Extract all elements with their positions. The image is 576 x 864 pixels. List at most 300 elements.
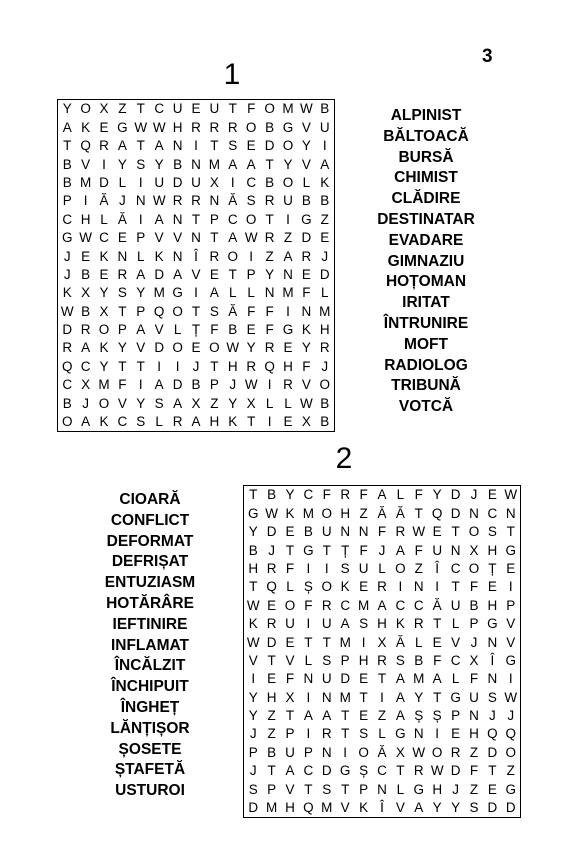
grid-cell: I [249, 248, 254, 264]
grid-cell: D [266, 634, 277, 650]
grid-cell: I [306, 726, 311, 742]
grid-cell: F [285, 671, 295, 687]
grid-cell: D [319, 266, 330, 282]
grid-cell: E [99, 119, 109, 135]
grid-cell: L [155, 414, 163, 430]
grid-cell: J [249, 763, 257, 779]
grid-cell: V [506, 616, 516, 632]
grid-cell: L [321, 285, 329, 301]
grid-cell: V [506, 634, 516, 650]
grid-cell: T [396, 763, 405, 779]
grid-cell: E [81, 248, 91, 264]
grid-cell: T [249, 487, 258, 503]
grid-cell: I [175, 358, 180, 374]
grid-cell: T [451, 579, 460, 595]
grid-cell: K [99, 248, 109, 264]
grid-cell: A [228, 230, 238, 246]
grid-cell: H [209, 414, 220, 430]
grid-cell: O [172, 340, 183, 356]
word-list-item: ÎNTRUNIRE [383, 314, 469, 332]
grid-cell: F [304, 597, 313, 613]
grid-cell: T [322, 542, 331, 558]
grid-cell: A [340, 616, 350, 632]
grid-cell: U [321, 524, 332, 540]
grid-cell: D [487, 744, 498, 760]
grid-cell: V [173, 230, 183, 246]
grid-cell: P [136, 303, 146, 319]
grid-cell: P [246, 266, 256, 282]
grid-cell: C [62, 377, 73, 393]
grid-cell: Q [505, 726, 517, 742]
grid-cell: M [282, 285, 294, 301]
grid-cell: H [319, 322, 330, 338]
grid-cell: P [62, 193, 72, 209]
grid-cell: Î [194, 248, 198, 264]
grid-cell: Y [285, 487, 295, 503]
grid-cell: I [380, 689, 384, 705]
grid-cell: A [173, 395, 183, 411]
word-list-item: ENTUZIASM [104, 574, 196, 592]
grid-cell: A [136, 266, 146, 282]
grid-cell: H [227, 358, 238, 374]
grid-cell: E [487, 487, 497, 503]
grid-cell: O [98, 395, 110, 411]
grid-cell: B [320, 395, 330, 411]
grid-cell: R [266, 560, 277, 576]
grid-cell: X [377, 634, 387, 650]
grid-cell: N [321, 689, 332, 705]
grid-cell: W [246, 597, 260, 613]
grid-cell: Q [303, 800, 314, 816]
grid-cell: T [118, 303, 127, 319]
grid-cell: D [321, 763, 332, 779]
grid-cell: D [450, 763, 461, 779]
grid-cell: A [173, 266, 183, 282]
grid-cell: S [469, 800, 479, 816]
grid-cell: H [80, 211, 91, 227]
grid-cell: H [285, 800, 295, 816]
grid-cell: Q [431, 505, 443, 521]
grid-cell: T [136, 138, 145, 154]
grid-cell: X [81, 377, 91, 393]
grid-cell: G [301, 211, 312, 227]
grid-cell: V [136, 340, 146, 356]
grid-cell: C [340, 597, 351, 613]
grid-cell: I [138, 174, 143, 190]
grid-cell: F [414, 542, 423, 558]
grid-cell: N [172, 211, 183, 227]
grid-cell: Ț [341, 542, 350, 558]
grid-cell: I [306, 689, 311, 705]
grid-cell: O [505, 744, 517, 760]
grid-cell: G [247, 505, 259, 521]
grid-cell: W [412, 524, 426, 540]
grid-cell: D [487, 800, 498, 816]
grid-cell: N [172, 138, 183, 154]
grid-cell: X [469, 542, 479, 558]
grid-cell: G [282, 322, 294, 338]
grid-cell: S [248, 781, 258, 797]
grid-cell: Y [228, 395, 238, 411]
grid-cell: W [134, 119, 148, 135]
grid-cell: T [433, 616, 442, 632]
grid-cell: W [504, 689, 518, 705]
grid-cell: K [228, 414, 238, 430]
grid-cell: G [487, 616, 498, 632]
grid-cell: H [358, 652, 369, 668]
grid-cell: A [432, 671, 442, 687]
grid-cell: M [282, 101, 294, 117]
grid-cell: R [321, 726, 332, 742]
grid-cell: S [340, 560, 350, 576]
grid-cell: I [286, 211, 290, 227]
grid-cell: F [322, 487, 331, 503]
grid-cell: R [395, 524, 406, 540]
grid-cell: T [247, 414, 256, 430]
word-list-item: TRIBUNĂ [391, 377, 461, 395]
grid-cell: B [320, 193, 330, 209]
grid-cell: U [450, 597, 461, 613]
grid-cell: I [230, 174, 235, 190]
grid-cell: E [246, 138, 256, 154]
grid-cell: M [265, 800, 278, 816]
grid-cell: J [321, 248, 329, 264]
grid-cell: Ă [395, 634, 405, 650]
grid-cell: G [303, 542, 314, 558]
grid-cell: I [138, 211, 143, 227]
grid-cell: Z [359, 505, 368, 521]
grid-cell: X [99, 303, 109, 319]
word-list-item: EVADARE [388, 231, 464, 249]
grid-cell: K [154, 248, 164, 264]
grid-cell: R [319, 340, 330, 356]
grid-cell: J [229, 377, 237, 393]
grid-cell: A [228, 156, 238, 172]
grid-cell: E [246, 322, 256, 338]
grid-cell: O [358, 744, 369, 760]
grid-cell: O [282, 174, 294, 190]
grid-cell: T [228, 101, 237, 117]
grid-cell: E [301, 266, 311, 282]
grid-cell: W [265, 505, 278, 521]
word-list-item: HOTĂRÂRE [106, 594, 194, 612]
grid-cell: O [321, 505, 333, 521]
grid-cell: Ă [228, 193, 238, 209]
grid-cell: N [358, 524, 369, 540]
word-search-grid-2 [243, 485, 521, 818]
grid-cell: N [340, 524, 351, 540]
grid-cell: A [246, 156, 256, 172]
grid-cell: A [283, 248, 293, 264]
word-list-item: MOFT [404, 335, 448, 353]
grid-cell: U [285, 616, 295, 632]
word-list-item: USTUROI [115, 782, 185, 800]
grid-cell: D [450, 487, 461, 503]
grid-cell: A [414, 800, 424, 816]
grid-cell: A [395, 708, 405, 724]
grid-cell: N [487, 671, 498, 687]
grid-cell: T [228, 266, 237, 282]
grid-cell: N [469, 708, 479, 724]
grid-cell: K [81, 119, 91, 135]
grid-cell: P [506, 597, 516, 613]
grid-cell: D [264, 138, 275, 154]
grid-cell: O [245, 211, 257, 227]
grid-cell: T [322, 634, 331, 650]
grid-cell: Y [265, 266, 275, 282]
grid-cell: W [300, 101, 313, 117]
grid-cell: L [265, 395, 274, 411]
grid-cell: A [154, 377, 164, 393]
grid-cell: P [209, 377, 219, 393]
grid-cell: I [83, 193, 88, 209]
grid-cell: P [117, 322, 127, 338]
grid-cell: Y [248, 708, 258, 724]
grid-cell: B [267, 744, 277, 760]
grid-cell: B [301, 193, 311, 209]
grid-cell: T [210, 138, 219, 154]
grid-cell: C [154, 101, 165, 117]
grid-cell: J [507, 708, 515, 724]
grid-cell: X [469, 652, 479, 668]
grid-cell: E [320, 230, 330, 246]
grid-cell: U [283, 193, 293, 209]
grid-cell: A [136, 322, 146, 338]
grid-cell: Ă [228, 303, 238, 319]
grid-cell: A [377, 597, 387, 613]
word-list-item: ȘTAFETĂ [114, 761, 186, 779]
grid-cell: J [63, 266, 71, 282]
grid-cell: R [264, 193, 275, 209]
grid-cell: V [301, 377, 311, 393]
grid-cell: B [62, 174, 72, 190]
grid-cell: C [450, 560, 461, 576]
grid-cell: R [266, 616, 277, 632]
grid-cell: O [61, 414, 73, 430]
grid-cell: T [118, 358, 127, 374]
word-list-item: DESTINATAR [377, 210, 475, 228]
grid-cell: E [99, 266, 109, 282]
grid-cell: G [282, 119, 294, 135]
grid-cell: T [304, 634, 313, 650]
grid-cell: E [267, 597, 277, 613]
grid-cell: Q [61, 358, 73, 374]
grid-cell: T [359, 689, 368, 705]
grid-cell: I [286, 303, 290, 319]
grid-cell: P [248, 744, 258, 760]
grid-cell: T [285, 542, 295, 558]
grid-cell: F [359, 542, 368, 558]
grid-cell: B [81, 266, 91, 282]
grid-cell: L [396, 487, 405, 503]
grid-cell: W [60, 303, 74, 319]
grid-cell: S [322, 781, 332, 797]
grid-cell: H [248, 560, 259, 576]
grid-cell: J [119, 193, 126, 209]
grid-cell: B [414, 652, 424, 668]
grid-cell: M [413, 671, 425, 687]
grid-cell: T [488, 763, 497, 779]
grid-cell: F [469, 579, 479, 595]
grid-cell: S [359, 616, 369, 632]
grid-cell: J [268, 542, 275, 558]
grid-cell: F [265, 303, 274, 319]
grid-cell: F [302, 358, 311, 374]
grid-cell: Q [153, 303, 165, 319]
grid-cell: B [81, 303, 91, 319]
grid-cell: J [249, 726, 257, 742]
grid-cell: P [469, 616, 479, 632]
grid-cell: X [191, 395, 201, 411]
grid-cell: T [341, 781, 350, 797]
grid-cell: B [320, 101, 330, 117]
grid-cell: K [248, 616, 258, 632]
grid-cell: T [341, 726, 350, 742]
word-list-item: INFLAMAT [110, 636, 190, 654]
grid-cell: R [450, 744, 461, 760]
grid-cell: C [99, 230, 109, 246]
grid-cell: M [357, 597, 370, 613]
grid-cell: A [395, 689, 405, 705]
grid-cell: A [377, 487, 387, 503]
grid-cell: G [505, 542, 517, 558]
grid-cell: N [377, 781, 387, 797]
grid-cell: E [283, 414, 293, 430]
grid-cell: W [79, 230, 92, 246]
grid-cell: O [319, 377, 331, 393]
grid-cell: M [339, 634, 351, 650]
grid-cell: W [430, 763, 444, 779]
grid-cell: D [505, 800, 516, 816]
grid-cell: A [395, 542, 405, 558]
word-list-item: ÎNCHIPUIT [111, 678, 189, 696]
grid-cell: I [194, 138, 198, 154]
grid-cell: Z [283, 230, 293, 246]
grid-cell: E [487, 579, 497, 595]
grid-cell: N [450, 542, 461, 558]
grid-cell: I [398, 579, 403, 595]
grid-cell: W [246, 634, 260, 650]
grid-cell: M [302, 505, 315, 521]
grid-cell: S [136, 156, 146, 172]
grid-cell: J [470, 634, 478, 650]
grid-cell: L [284, 395, 292, 411]
grid-cell: N [172, 248, 183, 264]
grid-cell: E [432, 524, 442, 540]
grid-cell: F [247, 303, 256, 319]
grid-cell: L [137, 248, 145, 264]
grid-cell: Z [377, 708, 387, 724]
grid-cell: F [247, 101, 256, 117]
grid-cell: R [62, 340, 73, 356]
grid-cell: M [319, 303, 331, 319]
grid-cell: Y [136, 285, 146, 301]
grid-cell: X [246, 395, 256, 411]
grid-cell: I [508, 671, 513, 687]
grid-cell: R [172, 193, 183, 209]
grid-cell: N [209, 193, 220, 209]
grid-cell: I [435, 579, 440, 595]
grid-cell: Q [264, 358, 275, 374]
grid-cell: N [264, 285, 275, 301]
grid-cell: V [81, 156, 91, 172]
grid-cell: I [361, 634, 366, 650]
grid-cell: F [433, 652, 442, 668]
grid-cell: E [117, 230, 127, 246]
grid-cell: O [321, 579, 333, 595]
grid-cell: V [154, 230, 164, 246]
grid-cell: Ș [359, 763, 369, 779]
word-list-item: BURSĂ [398, 148, 454, 166]
grid-cell: L [100, 211, 108, 227]
grid-cell: R [264, 230, 275, 246]
grid-cell: L [247, 285, 255, 301]
grid-cell: R [413, 616, 424, 632]
puzzle-2-number: 2 [335, 442, 353, 475]
grid-cell: L [304, 652, 313, 668]
grid-cell: H [487, 597, 498, 613]
grid-cell: F [359, 487, 368, 503]
word-list-item: ȘOSETE [118, 740, 182, 758]
grid-cell: Z [210, 395, 219, 411]
grid-cell: N [469, 505, 479, 521]
grid-cell: T [267, 652, 276, 668]
grid-cell: T [210, 358, 219, 374]
grid-cell: Ă [377, 744, 387, 760]
grid-cell: N [283, 266, 293, 282]
grid-cell: R [283, 377, 293, 393]
grid-cell: K [99, 340, 109, 356]
grid-cell: R [209, 119, 220, 135]
grid-cell: H [172, 119, 183, 135]
grid-cell: V [340, 800, 350, 816]
grid-cell: M [208, 156, 221, 172]
word-search-grid-1 [57, 99, 335, 432]
page-number: 3 [482, 46, 493, 67]
grid-cell: J [82, 395, 89, 411]
grid-cell: X [301, 414, 311, 430]
word-list-item: IEFTINIRE [112, 615, 188, 633]
grid-cell: I [251, 671, 256, 687]
grid-cell: H [377, 616, 387, 632]
grid-cell: E [191, 101, 201, 117]
grid-cell: J [378, 542, 386, 558]
grid-cell: J [470, 487, 478, 503]
grid-cell: A [209, 285, 219, 301]
grid-cell: R [413, 763, 424, 779]
grid-cell: T [63, 138, 72, 154]
grid-cell: N [487, 634, 498, 650]
grid-cell: N [301, 303, 312, 319]
grid-cell: H [266, 689, 277, 705]
grid-cell: V [301, 156, 311, 172]
grid-cell: Y [283, 156, 293, 172]
grid-cell: Z [265, 248, 274, 264]
grid-cell: E [359, 671, 369, 687]
grid-cell: W [412, 744, 426, 760]
grid-cell: R [191, 193, 201, 209]
grid-cell: L [415, 634, 423, 650]
grid-cell: D [450, 505, 461, 521]
grid-cell: C [246, 174, 257, 190]
grid-cell: Y [301, 340, 311, 356]
grid-cell: B [62, 395, 72, 411]
grid-cell: R [80, 322, 91, 338]
grid-cell: J [63, 248, 71, 264]
grid-cell: G [505, 652, 517, 668]
grid-cell: Î [490, 652, 495, 668]
grid-cell: X [395, 744, 405, 760]
